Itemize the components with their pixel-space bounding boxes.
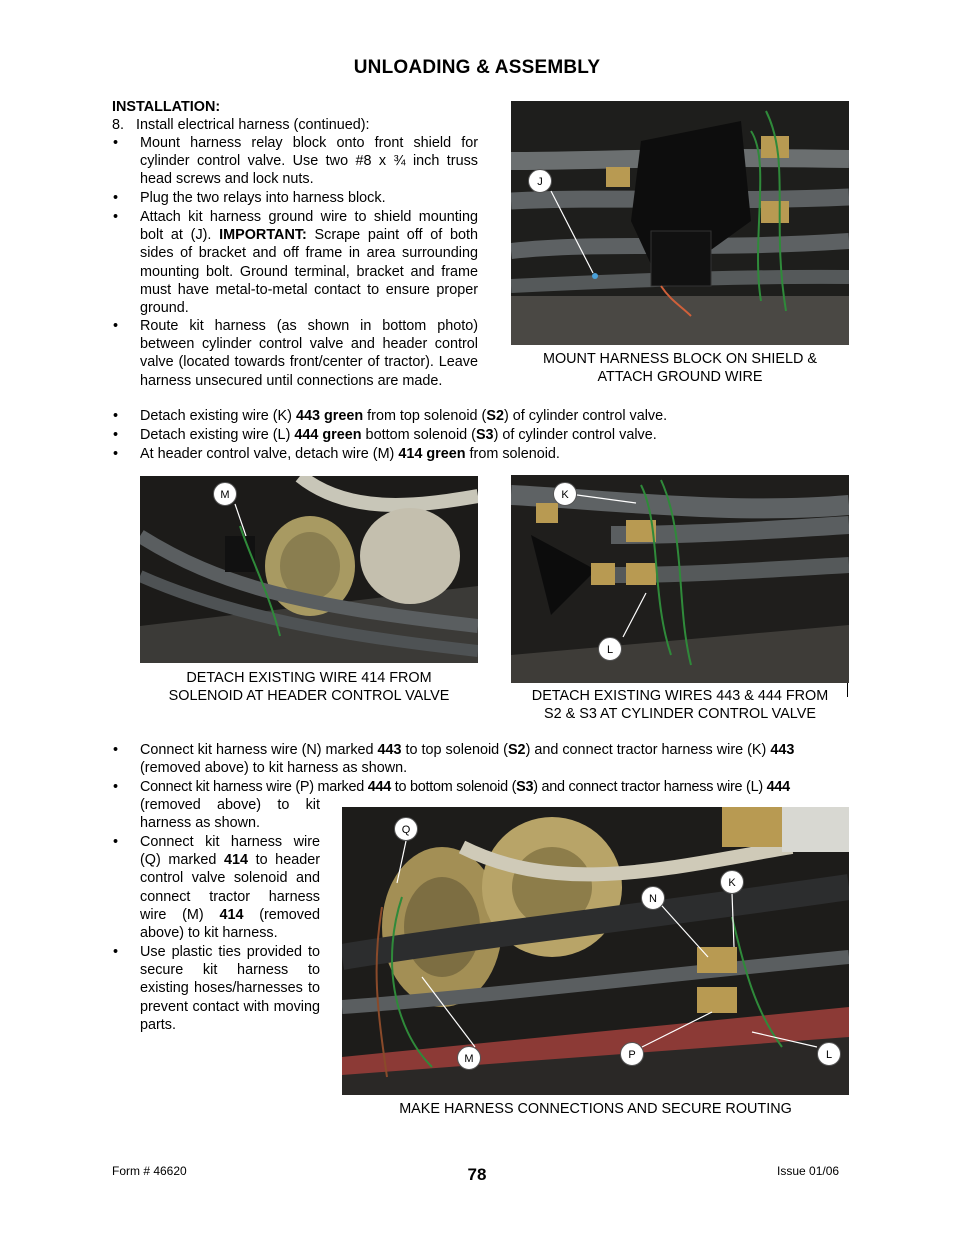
caption-shield: MOUNT HARNESS BLOCK ON SHIELD & ATTACH GROUND WIRE [542, 351, 817, 385]
bullet-plastic-ties: • Use plastic ties provided to secure kit harness to existing hoses/harnesses to prevent contact with moving parts. [140, 943, 320, 1034]
photo-cylinder-control-valve [511, 475, 849, 683]
callout-m-bottom: M [457, 1046, 481, 1070]
bullet-connect-p: • Connect kit harness wire (P) marked 444 to bottom solenoid (S3) and connect tractor harness wire (L) 444 (removed above) to kit harness as shown. [140, 778, 860, 833]
callout-j: J [528, 169, 552, 193]
callout-q: Q [394, 817, 418, 841]
callout-l-bottom: L [817, 1042, 841, 1066]
bullet-detach-l: • Detach existing wire (L) 444 green bottom solenoid (S3) of cylinder control valve. [140, 426, 850, 444]
caption-bottom: MAKE HARNESS CONNECTIONS AND SECURE ROUTING [399, 1101, 792, 1117]
bullet-route-harness: • Route kit harness (as shown in bottom photo) between cylinder control valve and header control valve (located towards front/center of tractor). Leave harness unsecured until connections are made. [140, 317, 478, 390]
bullet-plug-relays: • Plug the two relays into harness block. [140, 189, 478, 207]
callout-k-cyl: K [553, 482, 577, 506]
bullet-detach-m: • At header control valve, detach wire (M) 414 green from solenoid. [140, 445, 850, 463]
photo-harness-connections [342, 807, 849, 1095]
bullet-mount-relay-block: • Mount harness relay block onto front shield for cylinder control valve. Use two #8 x ¾ inch truss head screws and lock nuts. [140, 134, 478, 189]
bullet-ground-wire: • Attach kit harness ground wire to shield mounting bolt at (J). IMPORTANT: Scrape paint off of both sides of bracket and off frame in area surrounding mounting bolt. Ground terminal, bracket and frame must have metal-to-metal contact to ensure proper ground. [140, 208, 478, 317]
callout-n: N [641, 886, 665, 910]
callout-p: P [620, 1042, 644, 1066]
bullet-connect-n: • Connect kit harness wire (N) marked 443 to top solenoid (S2) and connect tractor harness wire (K) 443 (removed above) to kit harness as shown. [140, 741, 850, 777]
step-8: 8. Install electrical harness (continued): [112, 117, 370, 133]
page-number: 78 [467, 1165, 487, 1184]
caption-header-valve: DETACH EXISTING WIRE 414 FROM SOLENOID AT HEADER CONTROL VALVE [168, 670, 450, 704]
installation-heading: INSTALLATION: [112, 99, 221, 115]
callout-k-bottom: K [720, 870, 744, 894]
bullet-detach-k: • Detach existing wire (K) 443 green from top solenoid (S2) of cylinder control valve. [140, 407, 850, 425]
form-number: Form # 46620 [112, 1164, 187, 1178]
issue-date: Issue 01/06 [777, 1164, 840, 1178]
page-title: UNLOADING & ASSEMBLY [353, 57, 601, 78]
caption-cyl-valve: DETACH EXISTING WIRES 443 & 444 FROM S2 & S3 AT CYLINDER CONTROL VALVE [531, 688, 829, 722]
photo-header-control-valve [140, 476, 478, 663]
callout-m-header: M [213, 482, 237, 506]
callout-l-cyl: L [598, 637, 622, 661]
bullet-connect-q: • Connect kit harness wire (Q) marked 414 to header control valve solenoid and connect tractor harness wire (M) 414 (removed above) to kit harness. [140, 833, 320, 942]
photo-harness-block-shield [511, 101, 849, 345]
